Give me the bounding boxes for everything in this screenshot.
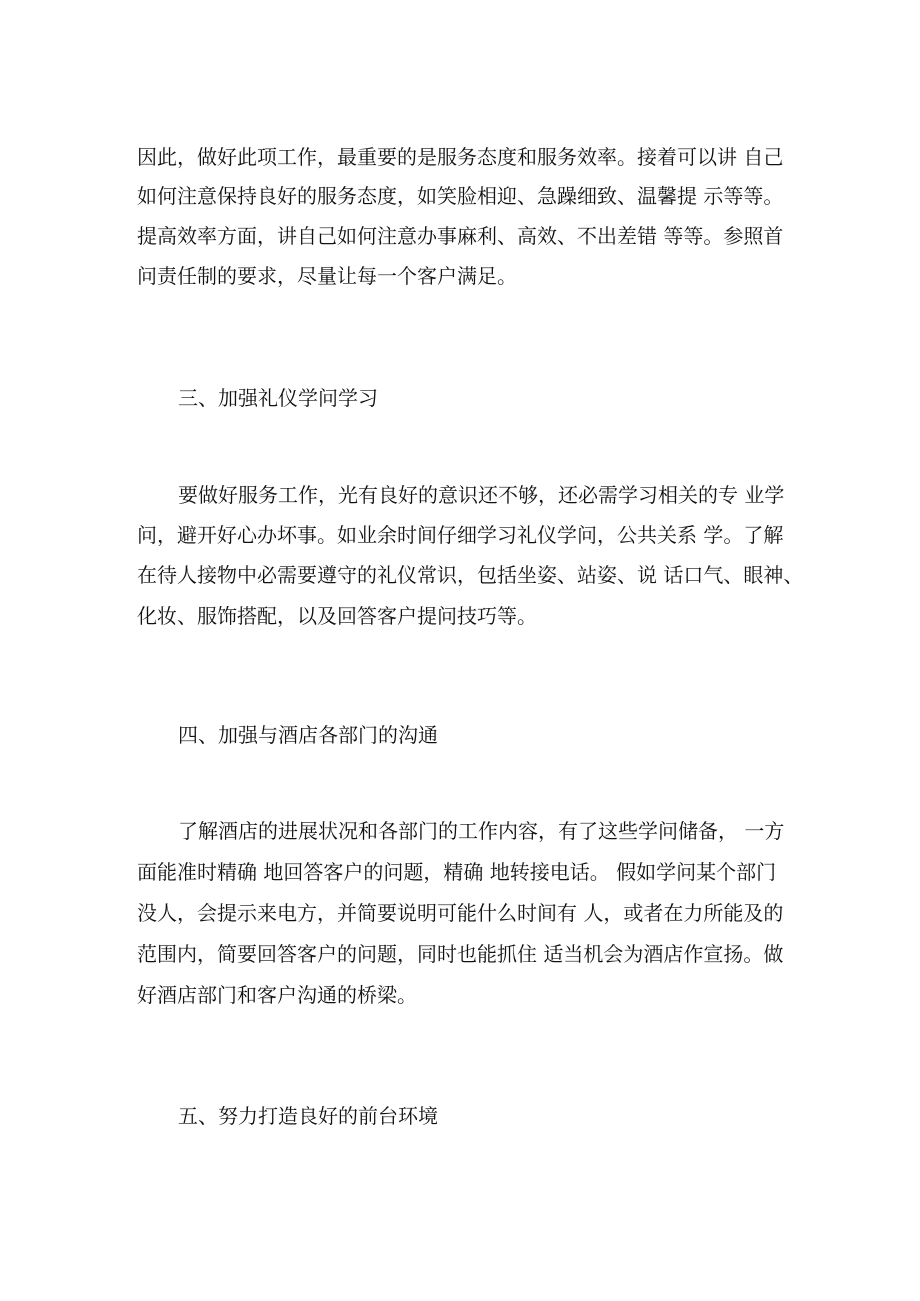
section-heading-3: 三、加强礼仪学问学习 — [178, 386, 378, 410]
paragraph-1-line-2: 如何注意保持良好的服务态度，如笑脸相迎、急躁细致、温馨提 示等等。 — [137, 184, 784, 208]
paragraph-2-line-3: 在待人接物中必需要遵守的礼仪常识，包括坐姿、站姿、说 话口气、眼神、 — [137, 563, 804, 587]
paragraph-3-line-3: 没人，会提示来电方，并简要说明可能什么时间有 人，或者在力所能及的 — [137, 901, 784, 925]
paragraph-3-line-1: 了解酒店的进展状况和各部门的工作内容，有了这些学问储备， 一方 — [178, 819, 785, 843]
paragraph-3-line-4: 范围内，简要回答客户的问题，同时也能抓住 适当机会为酒店作宣扬。做 — [137, 942, 784, 966]
section-heading-5: 五、努力打造良好的前台环境 — [178, 1104, 438, 1128]
section-heading-4: 四、加强与酒店各部门的沟通 — [178, 723, 438, 747]
paragraph-2-line-1: 要做好服务工作，光有良好的意识还不够，还必需学习相关的专 业学 — [178, 483, 785, 507]
paragraph-1-line-1: 因此，做好此项工作，最重要的是服务态度和服务效率。接着可以讲 自己 — [137, 145, 784, 169]
paragraph-1-line-3: 提高效率方面，讲自己如何注意办事麻利、高效、不出差错 等等。参照首 — [137, 224, 784, 248]
paragraph-3-line-2: 面能准时精确 地回答客户的问题，精确 地转接电话。 假如学问某个部门 — [137, 860, 777, 884]
paragraph-2-line-4: 化妆、服饰搭配，以及回答客户提问技巧等。 — [137, 604, 537, 628]
paragraph-2-line-2: 问，避开好心办坏事。如业余时间仔细学习礼仪学问，公共关系 学。了解 — [137, 523, 784, 547]
paragraph-1-line-4: 问责任制的要求，尽量让每一个客户满足。 — [137, 264, 517, 288]
paragraph-3-line-5: 好酒店部门和客户沟通的桥梁。 — [137, 983, 417, 1007]
